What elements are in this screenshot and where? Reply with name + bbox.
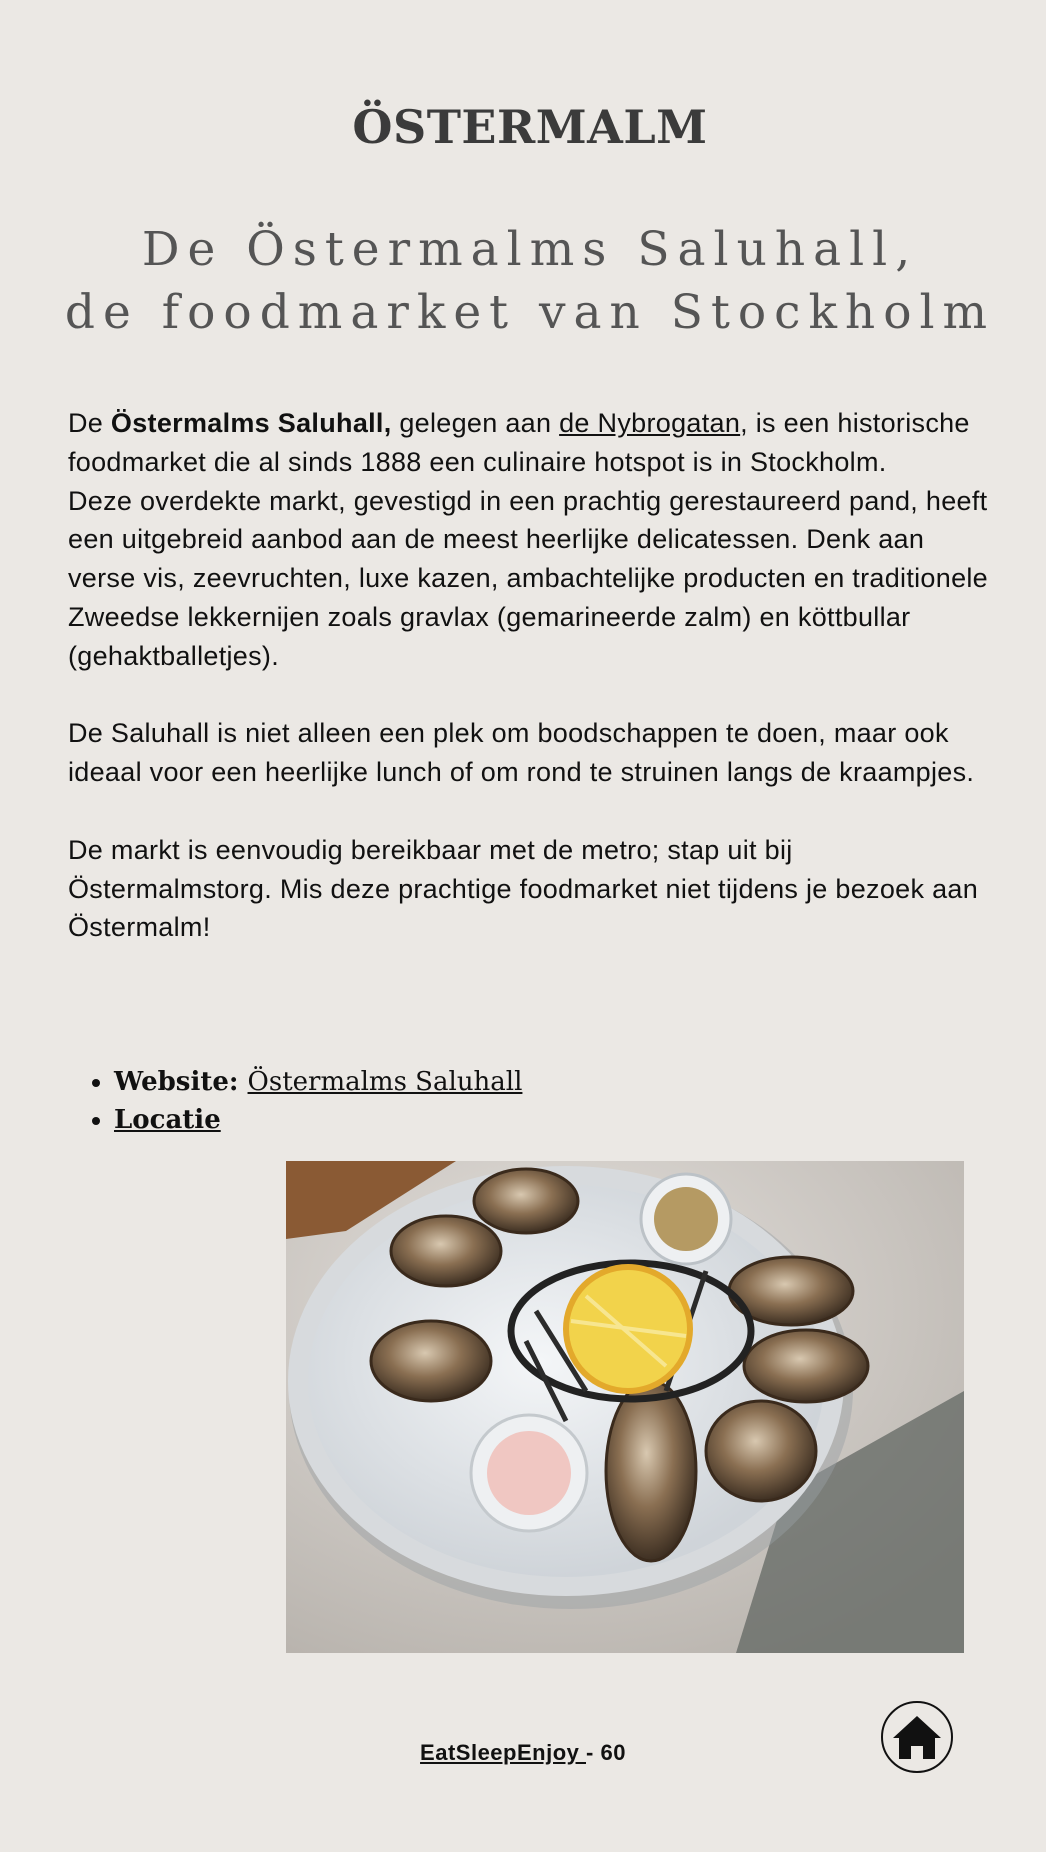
website-label: Website: [114,1067,248,1097]
oysters-photo [286,1161,964,1653]
intro-continuation: Deze overdekte markt, gevestigd in een prachtig gerestaureerd pand, heeft een uitgebreid aanbod aan de meest heerlijke delicatessen. Denk aan verse vis, zeevruchten, luxe kazen, ambachtelijke producten en traditionele Zweedse lekkernijen zoals gravlax (gemarineerde zalm) en köttbullar (gehaktballetjes). [68,485,988,671]
subtitle-line-1: De Östermalms Saluhall, [141,222,919,277]
article-body [68,404,998,986]
list-item-website [114,1063,522,1101]
brand-link[interactable]: EatSleepEnjoy [420,1740,586,1765]
nybrogatan-link[interactable]: de Nybrogatan [559,408,741,438]
home-icon [890,1712,944,1762]
footer-separator: - [586,1740,601,1765]
subtitle-line-2: de foodmarket van Stockholm [64,285,996,340]
page-subtitle [0,218,1046,344]
info-list [68,1063,522,1139]
paragraph-metro: De markt is eenvoudig bereikbaar met de metro; stap uit bij Östermalmstorg. Mis deze prachtige foodmarket niet tijdens je bezoek aan Östermalm! [68,834,979,943]
location-link[interactable]: Locatie [114,1105,221,1135]
paragraph-intro [68,404,998,676]
paragraph-lunch: De Saluhall is niet alleen een plek om boodschappen te doen, maar ook ideaal voor een heerlijke lunch of om rond te struinen langs de kraampjes. [68,718,975,788]
intro-prefix: De [68,408,111,438]
intro-suffix: , is een historische foodmarket die al sinds 1888 een culinaire hotspot is in Stockholm. [68,408,970,477]
list-item-location [114,1101,522,1139]
intro-mid: gelegen aan [391,408,560,438]
website-link[interactable]: Östermalms Saluhall [247,1067,523,1097]
home-button[interactable] [881,1701,953,1773]
page-number: 60 [600,1740,626,1765]
market-name-bold: Östermalms Saluhall, [110,408,392,438]
page-title: ÖSTERMALM [352,100,708,154]
